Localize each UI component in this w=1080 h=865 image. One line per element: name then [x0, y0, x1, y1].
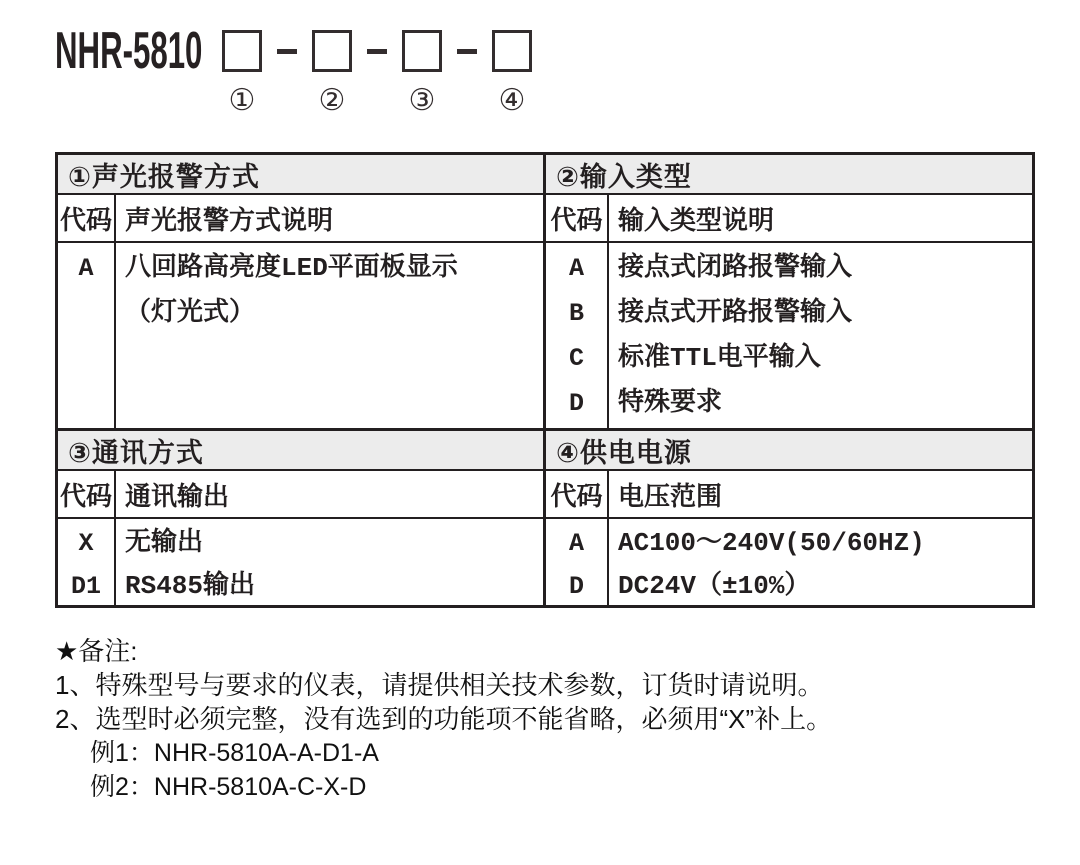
- model-code-diagram: [222, 30, 532, 116]
- alarm-code-blank: [58, 291, 114, 336]
- input-desc-line-3: 标准TTL电平输入: [618, 343, 821, 373]
- model-code-box-1: [222, 30, 262, 72]
- power-desc-line-1: AC100～240V(50/60HZ): [618, 528, 925, 558]
- dash-separator-2: [367, 49, 387, 54]
- comm-desc-line-2: RS485输出: [125, 571, 256, 601]
- comm-code-D1: D1: [70, 572, 101, 601]
- remarks-header: ★备注:: [55, 636, 138, 666]
- code-column-header-alarm: 代码: [59, 204, 112, 235]
- selection-table: [55, 152, 1035, 608]
- desc-column-header-input: 输入类型说明: [607, 195, 1032, 241]
- comm-desc-line-1: 无输出: [125, 528, 204, 558]
- dash-separator-3: [457, 49, 477, 54]
- model-number-title: [55, 22, 207, 80]
- input-code-C: C: [568, 344, 584, 373]
- power-desc-line-2: DC24V（±10%）: [618, 571, 811, 601]
- input-code-B: B: [568, 299, 584, 328]
- comm-code-X: X: [78, 529, 94, 558]
- position-marker-2: ②: [318, 84, 346, 117]
- section-header-row-1: [58, 155, 1032, 195]
- code-column-header-power: 代码: [543, 471, 607, 517]
- remark-item-2: 2、选型时必须完整，没有选到的功能项不能省略，必须用“X”补上。: [55, 704, 833, 734]
- desc-column-header-comm: 通讯输出: [114, 471, 543, 517]
- alarm-desc-line-2: （灯光式）: [125, 298, 256, 328]
- position-marker-4: ④: [498, 84, 526, 117]
- remarks-block: [55, 634, 832, 804]
- power-code-D: D: [568, 572, 584, 601]
- alarm-desc-cell: [114, 243, 543, 428]
- input-code-cell: [543, 243, 607, 428]
- input-desc-line-2: 接点式开路报警输入: [618, 298, 853, 328]
- input-code-D: D: [568, 389, 584, 418]
- section-header-row-2: [58, 431, 1032, 471]
- model-code-box-4: [492, 30, 532, 72]
- section-body-row-2: [58, 519, 1032, 605]
- power-desc-cell: [607, 519, 1032, 605]
- model-code-unit-4: [492, 30, 532, 116]
- section-body-row-1: [58, 243, 1032, 431]
- column-header-row-2: [58, 471, 1032, 519]
- code-column-header-comm: 代码: [59, 480, 112, 511]
- column-header-row-1: [58, 195, 1032, 243]
- ordering-example-1: 例1：NHR-5810A-A-D1-A: [90, 739, 379, 767]
- alarm-desc-line-1: 八回路高亮度LED平面板显示: [125, 253, 458, 283]
- ordering-example-2: 例2：NHR-5810A-C-X-D: [90, 773, 367, 801]
- comm-desc-cell: [114, 519, 543, 605]
- position-marker-3: ③: [408, 84, 436, 117]
- section-title-comm-mode: ③通讯方式: [68, 438, 204, 468]
- power-code-cell: [543, 519, 607, 605]
- desc-column-header-power: 电压范围: [607, 471, 1032, 517]
- model-code-unit-3: [402, 30, 442, 116]
- dash-separator-1: [277, 49, 297, 54]
- model-number-text: NHR-5810: [55, 22, 203, 80]
- position-marker-1: ①: [228, 84, 256, 117]
- section-title-alarm-mode: ①声光报警方式: [68, 162, 260, 192]
- alarm-code-A: A: [78, 254, 94, 283]
- remark-item-1: 1、特殊型号与要求的仪表，请提供相关技术参数，订货时请说明。: [55, 670, 824, 700]
- model-code-box-3: [402, 30, 442, 72]
- input-code-A: A: [568, 254, 584, 283]
- comm-code-cell: [58, 519, 114, 605]
- code-column-header-input: 代码: [543, 195, 607, 241]
- model-code-box-2: [312, 30, 352, 72]
- model-code-unit-1: [222, 30, 262, 116]
- alarm-code-cell: [58, 243, 114, 428]
- section-title-input-type: ②输入类型: [543, 155, 1032, 194]
- input-desc-line-4: 特殊要求: [618, 388, 723, 418]
- section-title-power-supply: ④供电电源: [543, 431, 1032, 470]
- input-desc-cell: [607, 243, 1032, 428]
- power-code-A: A: [568, 529, 584, 558]
- desc-column-header-alarm: 声光报警方式说明: [114, 195, 543, 241]
- model-code-unit-2: [312, 30, 352, 116]
- input-desc-line-1: 接点式闭路报警输入: [618, 253, 853, 283]
